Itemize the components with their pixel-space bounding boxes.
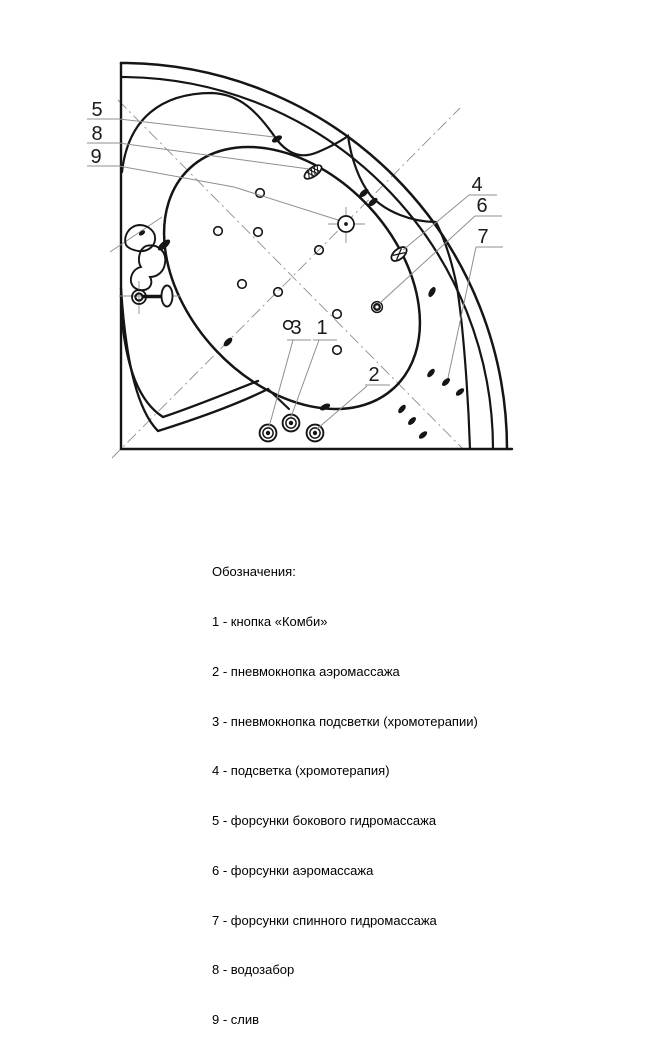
back-jet: [407, 416, 418, 427]
drain-symbol: [328, 207, 365, 243]
air-jet: [254, 228, 263, 237]
callout-number: 9: [90, 146, 102, 168]
legend: [212, 531, 478, 1062]
air-jet: [274, 288, 283, 297]
water-intake-symbol: [302, 163, 324, 182]
legend-item-4: 4 - подсветка (хромотерапия): [212, 763, 390, 779]
callout-leader-line: [403, 195, 469, 250]
side-jet: [222, 336, 234, 348]
legend-item-1: 1 - кнопка «Комби»: [212, 613, 328, 629]
handle-knob: [162, 286, 173, 307]
air-jet: [214, 227, 223, 236]
callout-number: 1: [316, 317, 328, 339]
back-jet: [454, 387, 465, 397]
control-buttons-group: [260, 415, 324, 442]
air-jet: [333, 346, 342, 355]
control-button: [307, 425, 324, 442]
legend-item-5: 5 - форсунки бокового гидромассажа: [212, 813, 437, 829]
seat-edge-outer: [121, 288, 268, 431]
callout-leader-line: [119, 143, 309, 169]
callout-number: 6: [476, 195, 488, 217]
callout-leader-line: [119, 119, 274, 137]
legend-item-7: 7 - форсунки спинного гидромассажа: [212, 912, 437, 928]
faucet-spout: [131, 245, 165, 290]
legend-item-3: 3 - пневмокнопка подсветки (хромотерапии): [212, 713, 478, 729]
aero-jet-target-ring: [374, 304, 380, 310]
side-hydromassage-jets-group: [222, 134, 437, 412]
back-jet: [426, 367, 436, 378]
legend-item-9: 9 - слив: [212, 1012, 260, 1028]
callout-number: 4: [471, 174, 483, 196]
callouts-group: [87, 99, 503, 429]
callout-3: [269, 317, 311, 427]
side-jet: [427, 286, 437, 298]
air-jet: [333, 310, 342, 319]
callout-number: 5: [91, 99, 103, 121]
legend-item-8: 8 - водозабор: [212, 962, 295, 978]
bathing-oval: [113, 97, 471, 460]
back-jet: [441, 377, 452, 388]
callout-number: 8: [91, 123, 103, 145]
seat-edge-inner: [121, 309, 258, 417]
back-hydromassage-jets-group: [397, 367, 466, 440]
control-button: [283, 415, 300, 432]
control-button: [260, 425, 277, 442]
callout-number: 7: [477, 226, 489, 248]
faucet-lever: [125, 225, 155, 251]
callout-number: 2: [368, 364, 380, 386]
back-jet: [417, 430, 428, 440]
tub-shell: [113, 63, 512, 459]
legend-title: Обозначения:: [212, 564, 296, 580]
side-jet: [319, 402, 331, 412]
legend-item-2: 2 - пневмокнопка аэромассажа: [212, 663, 400, 679]
back-jet: [397, 403, 407, 414]
legend-item-6: 6 - форсунки аэромассажа: [212, 862, 374, 878]
callout-2: [317, 364, 390, 429]
air-jet: [238, 280, 247, 289]
callout-number: 3: [290, 317, 302, 339]
